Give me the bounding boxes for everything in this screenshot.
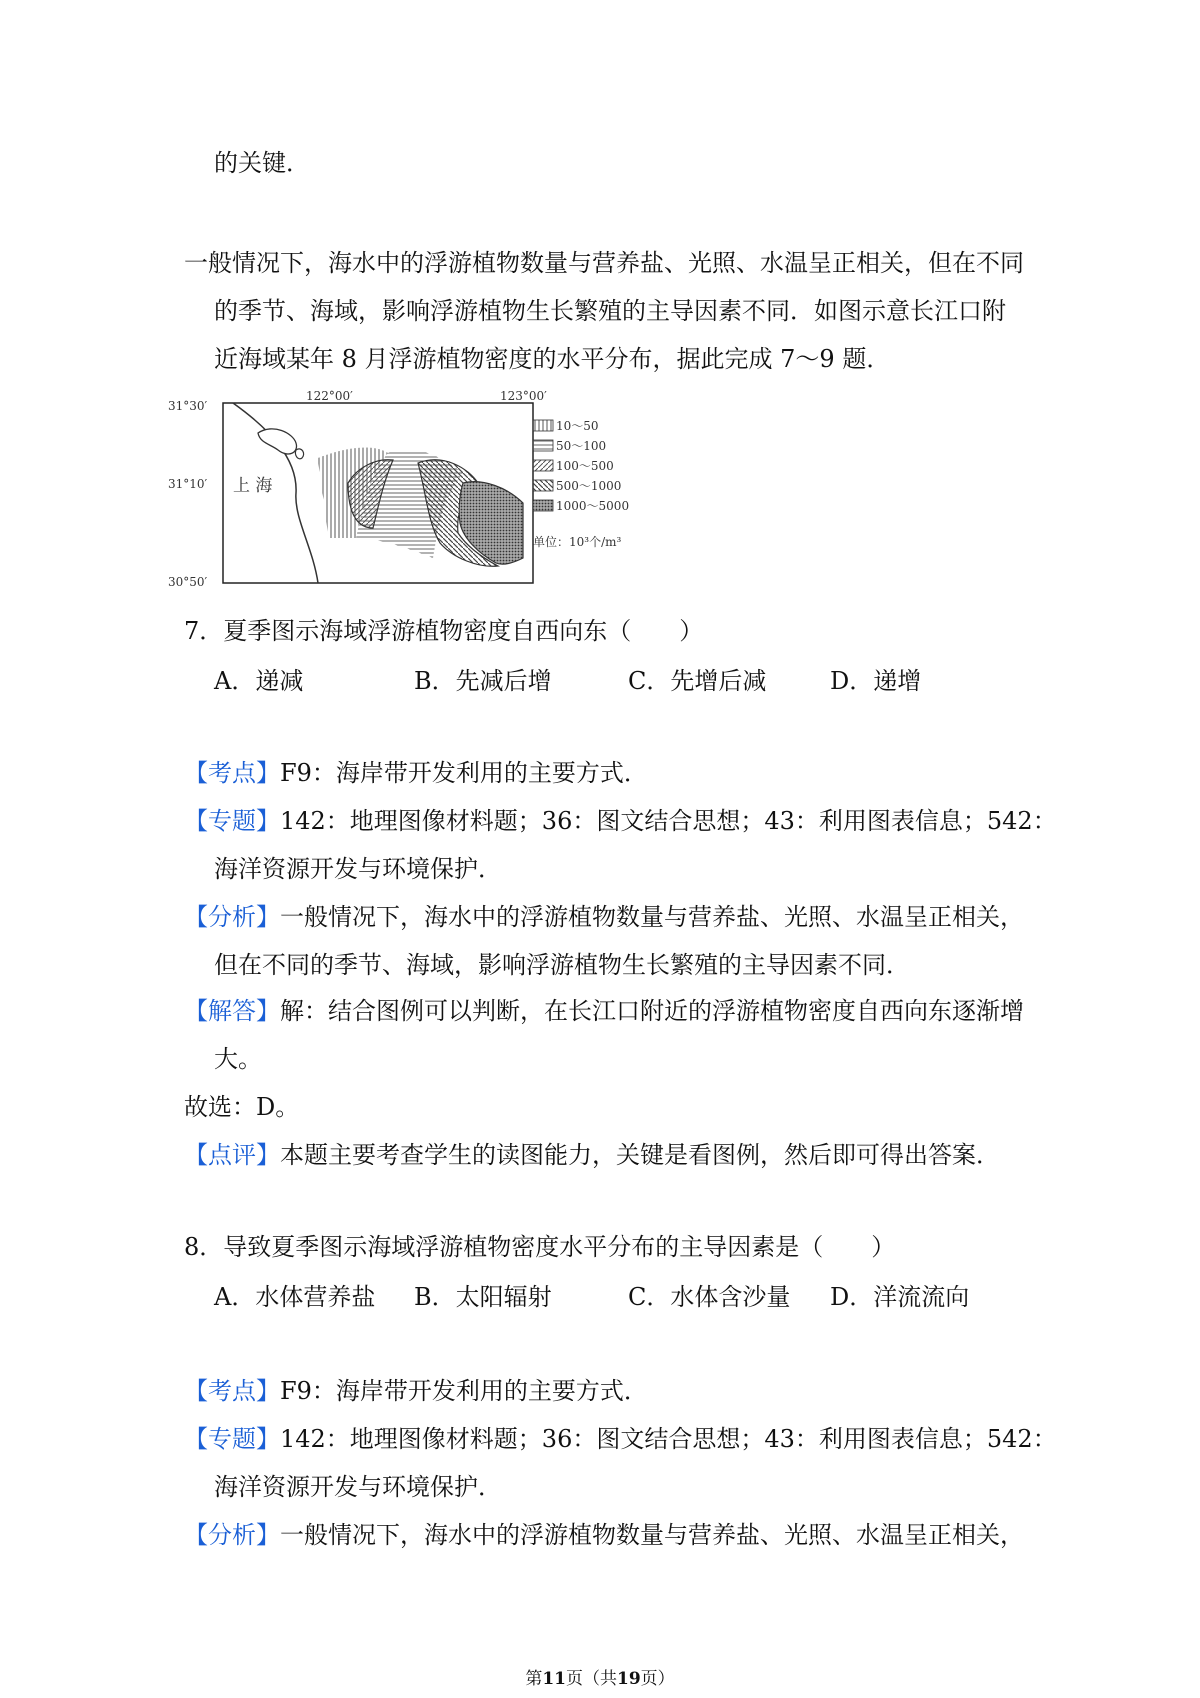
a8-zhuanti-text: 142：地理图像材料题；36：图文结合思想；43：利用图表信息；542： — [280, 1425, 1057, 1453]
legend-swatch-4 — [533, 480, 553, 491]
q7-option-d: D．递增 — [830, 667, 922, 695]
lat-label-3050: 30°50′ — [168, 575, 208, 589]
q8-option-b: B．太阳辐射 — [414, 1283, 552, 1311]
footer-pre: 第 — [525, 1669, 543, 1689]
a7-zhuanti — [184, 806, 1057, 836]
a7-select: 故选：D。 — [184, 1093, 300, 1121]
footer-page: 11 — [542, 1669, 566, 1689]
intro-line-1: 一般情况下，海水中的浮游植物数量与营养盐、光照、水温呈正相关，但在不同 — [184, 249, 1024, 277]
legend-label-5: 1000～5000 — [556, 499, 630, 513]
intro-tail: 的关键． — [214, 149, 310, 177]
legend-unit: 单位：10³个/m³ — [533, 535, 622, 549]
a7-dianping — [184, 1140, 1000, 1170]
a7-fenxi — [184, 902, 1024, 932]
a8-kaodian-tag: 【考点】 — [184, 1377, 280, 1405]
a8-fenxi-text: 一般情况下，海水中的浮游植物数量与营养盐、光照、水温呈正相关， — [280, 1521, 1024, 1549]
legend-label-2: 50～100 — [556, 439, 607, 453]
a7-zhuanti-tag: 【专题】 — [184, 807, 280, 835]
a7-zhuanti-cont: 海洋资源开发与环境保护． — [214, 855, 502, 883]
a7-dianping-tag: 【点评】 — [184, 1141, 280, 1169]
islet — [295, 449, 303, 459]
a8-zhuanti-tag: 【专题】 — [184, 1425, 280, 1453]
q8-stem: 8．导致夏季图示海域浮游植物密度水平分布的主导因素是（ ） — [184, 1233, 896, 1261]
a7-zhuanti-text: 142：地理图像材料题；36：图文结合思想；43：利用图表信息；542： — [280, 807, 1057, 835]
plankton-density-map — [168, 388, 698, 603]
a7-jieda — [184, 996, 1024, 1026]
place-label-shanghai: 上 海 — [233, 476, 273, 496]
lat-label-3130: 31°30′ — [168, 399, 208, 413]
q8-option-d: D．洋流流向 — [830, 1283, 970, 1311]
q7-stem: 7．夏季图示海域浮游植物密度自西向东（ ） — [184, 617, 704, 645]
a8-kaodian — [184, 1376, 648, 1406]
a7-kaodian-text: F9：海岸带开发利用的主要方式． — [280, 759, 648, 787]
a7-jieda-text: 解：结合图例可以判断，在长江口附近的浮游植物密度自西向东逐渐增 — [280, 997, 1024, 1025]
a8-zhuanti — [184, 1424, 1057, 1454]
page-footer — [0, 1668, 1200, 1690]
a7-kaodian-tag: 【考点】 — [184, 759, 280, 787]
q7-option-a: A．递减 — [214, 667, 304, 695]
legend-swatch-1 — [533, 420, 553, 431]
a8-kaodian-text: F9：海岸带开发利用的主要方式． — [280, 1377, 648, 1405]
lon-label-123: 123°00′ — [500, 389, 547, 403]
footer-mid: 页（共 — [566, 1669, 617, 1689]
legend-label-1: 10～50 — [556, 419, 599, 433]
legend-label-4: 500～1000 — [556, 479, 622, 493]
island — [258, 429, 297, 454]
footer-total: 19 — [617, 1669, 641, 1689]
legend-label-3: 100～500 — [556, 459, 614, 473]
a7-fenxi-text: 一般情况下，海水中的浮游植物数量与营养盐、光照、水温呈正相关， — [280, 903, 1024, 931]
a7-kaodian — [184, 758, 648, 788]
a7-fenxi-tag: 【分析】 — [184, 903, 280, 931]
intro-line-3: 近海域某年 8 月浮游植物密度的水平分布，据此完成 7～9 题． — [214, 345, 891, 373]
legend-swatch-2 — [533, 440, 553, 451]
a7-jieda-tag: 【解答】 — [184, 997, 280, 1025]
a7-dianping-text: 本题主要考查学生的读图能力，关键是看图例，然后即可得出答案． — [280, 1141, 1000, 1169]
q7-option-b: B．先减后增 — [414, 667, 552, 695]
lon-label-122: 122°00′ — [306, 389, 353, 403]
map-svg — [168, 388, 698, 603]
a8-fenxi-tag: 【分析】 — [184, 1521, 280, 1549]
lat-label-3110: 31°10′ — [168, 477, 208, 491]
legend-swatch-5 — [533, 500, 553, 511]
legend-swatch-3 — [533, 460, 553, 471]
q8-option-c: C．水体含沙量 — [628, 1283, 791, 1311]
q8-option-a: A．水体营养盐 — [214, 1283, 376, 1311]
q7-option-c: C．先增后减 — [628, 667, 767, 695]
footer-post: 页） — [640, 1669, 675, 1689]
a7-jieda-cont: 大。 — [214, 1045, 262, 1073]
a7-fenxi-cont: 但在不同的季节、海域，影响浮游植物生长繁殖的主导因素不同． — [214, 951, 910, 979]
intro-line-2: 的季节、海域，影响浮游植物生长繁殖的主导因素不同．如图示意长江口附 — [214, 297, 1006, 325]
a8-zhuanti-cont: 海洋资源开发与环境保护． — [214, 1473, 502, 1501]
a8-fenxi — [184, 1520, 1024, 1550]
